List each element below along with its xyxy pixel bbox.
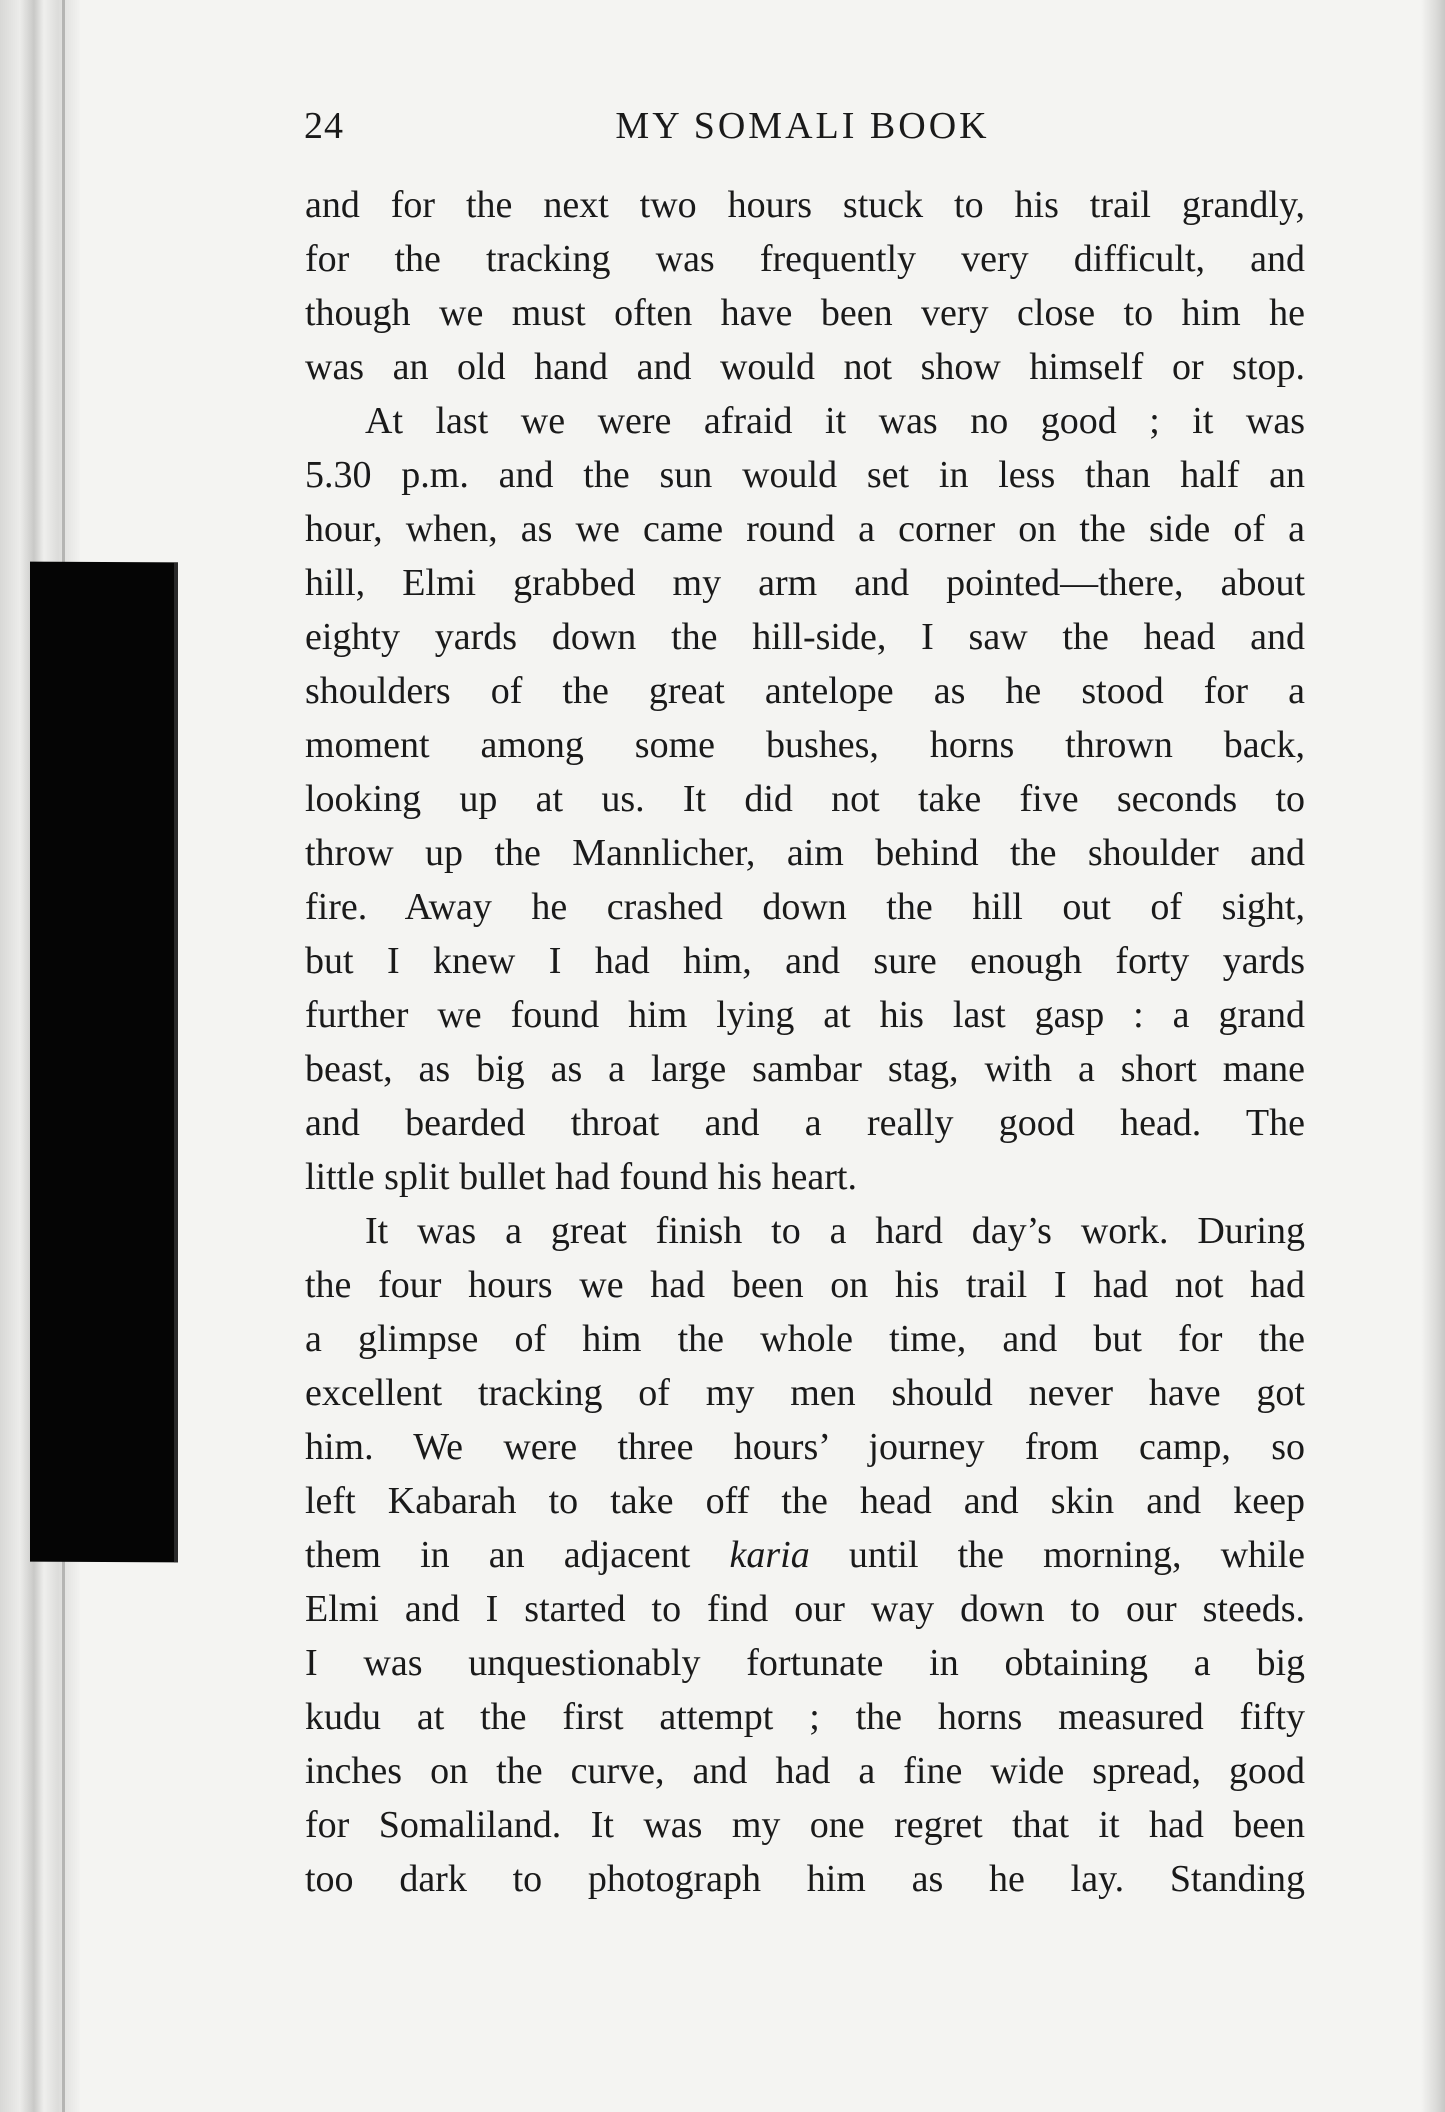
- text-line: left Kabarah to take off the head and skin and keep: [305, 1480, 1305, 1522]
- text-line: inches on the curve, and had a fine wide spread, good: [305, 1750, 1305, 1792]
- text-line: kudu at the first attempt ; the horns measured fifty: [305, 1696, 1305, 1738]
- text-line: for Somaliland. It was my one regret that it had been: [305, 1804, 1305, 1846]
- text-line: excellent tracking of my men should never have got: [305, 1372, 1305, 1414]
- text-line: hill, Elmi grabbed my arm and pointed—there, about: [305, 562, 1305, 604]
- italic-word: karia: [729, 1534, 810, 1576]
- text-line: further we found him lying at his last gasp : a grand: [305, 994, 1305, 1036]
- text-line: but I knew I had him, and sure enough forty yards: [305, 940, 1305, 982]
- text-line: the four hours we had been on his trail I had not had: [305, 1264, 1305, 1306]
- body-text: [305, 178, 1305, 1906]
- text-line: him. We were three hours’ journey from camp, so: [305, 1426, 1305, 1468]
- text-segment: them in an adjacent: [305, 1534, 691, 1576]
- text-line: beast, as big as a large sambar stag, with a short mane: [305, 1048, 1305, 1090]
- text-line: shoulders of the great antelope as he stood for a: [305, 670, 1305, 712]
- text-segment: until the morning, while: [848, 1534, 1305, 1576]
- text-line: hour, when, as we came round a corner on the side of a: [305, 508, 1305, 550]
- text-line: [305, 1528, 1305, 1582]
- text-line: a glimpse of him the whole time, and but for the: [305, 1318, 1305, 1360]
- running-title: MY SOMALI BOOK: [615, 105, 990, 147]
- text-line: for the tracking was frequently very difficult, and: [305, 238, 1305, 280]
- text-line: and for the next two hours stuck to his trail grandly,: [305, 184, 1305, 226]
- text-line: was an old hand and would not show himself or stop.: [305, 346, 1305, 388]
- text-line: 5.30 p.m. and the sun would set in less than half an: [305, 454, 1305, 496]
- text-line: eighty yards down the hill-side, I saw the head and: [305, 616, 1305, 658]
- right-page-edge: [1421, 0, 1445, 2112]
- text-line: I was unquestionably fortunate in obtaining a big: [305, 1642, 1305, 1684]
- text-line: moment among some bushes, horns thrown back,: [305, 724, 1305, 766]
- text-line: and bearded throat and a really good head. The: [305, 1102, 1305, 1144]
- page-header: [300, 96, 1305, 156]
- black-tab-marker: [30, 562, 178, 1563]
- text-line: It was a great finish to a hard day’s work. During: [365, 1210, 1305, 1252]
- text-line: too dark to photograph him as he lay. Standing: [305, 1858, 1305, 1900]
- text-line: though we must often have been very close to him he: [305, 292, 1305, 334]
- text-line: throw up the Mannlicher, aim behind the shoulder and: [305, 832, 1305, 874]
- text-line: fire. Away he crashed down the hill out of sight,: [305, 886, 1305, 928]
- text-line: little split bullet had found his heart.: [305, 1156, 857, 1198]
- text-line: Elmi and I started to find our way down to our steeds.: [305, 1588, 1305, 1630]
- text-line: looking up at us. It did not take five seconds to: [305, 778, 1305, 820]
- page-number: 24: [304, 105, 344, 147]
- text-line: At last we were afraid it was no good ; it was: [365, 400, 1305, 442]
